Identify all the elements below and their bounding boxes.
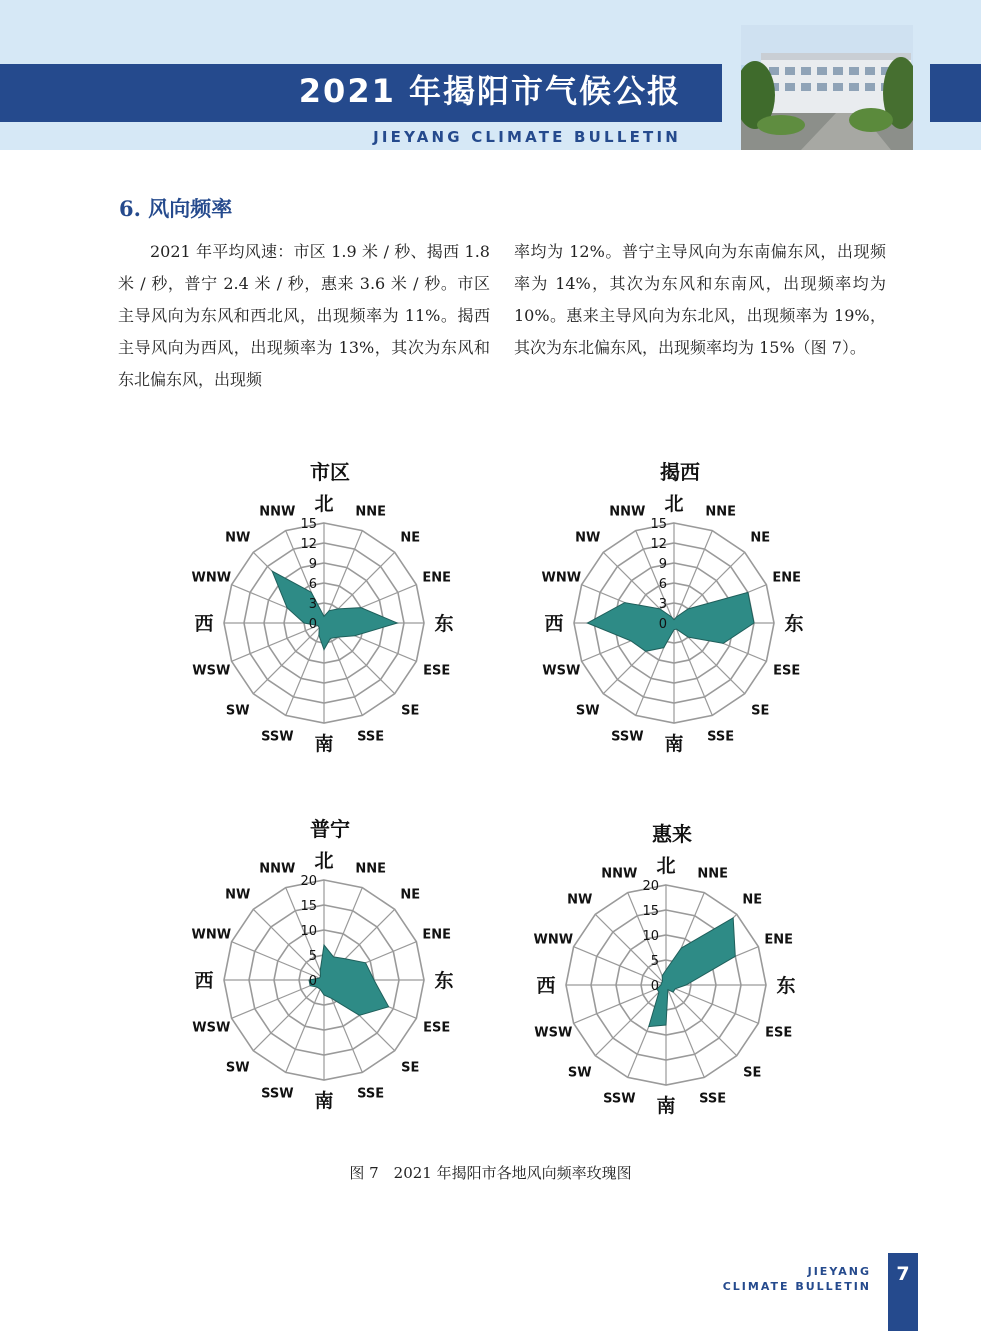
page-number-box — [888, 1253, 918, 1331]
grid-spoke — [253, 980, 324, 1051]
direction-label: 东 — [434, 613, 454, 635]
direction-label: NE — [400, 530, 421, 546]
direction-label: SW — [575, 703, 600, 719]
page-number: 7 — [896, 1263, 910, 1285]
building-photo — [741, 25, 913, 150]
direction-label: WNW — [191, 927, 232, 943]
direction-label: SSW — [611, 729, 644, 745]
direction-label: 南 — [656, 1095, 676, 1117]
direction-label: 北 — [656, 855, 676, 877]
direction-label: NNE — [697, 866, 729, 882]
direction-label: SSW — [261, 1086, 294, 1102]
direction-label: SE — [401, 703, 420, 719]
radial-tick-label: 3 — [658, 597, 667, 612]
direction-label: WNW — [191, 570, 232, 586]
bulletin-title: 2021 年揭阳市气候公报 — [298, 72, 681, 110]
direction-label: SE — [743, 1065, 762, 1081]
radial-tick-label: 10 — [642, 929, 659, 944]
direction-label: NE — [400, 887, 421, 903]
radial-tick-label: 20 — [642, 879, 659, 894]
chart-title: 市区 — [310, 460, 350, 484]
paragraph-left: 2021 年平均风速：市区 1.9 米 / 秒、揭西 1.8 米 / 秒，普宁 2.4 米 / 秒，惠来 3.6 米 / 秒。市区主导风向为东风和西北风，出现频率为 11%。揭西主导风向为西风，出现频率为 13%，其次为东风和东北偏东风，出现频 — [118, 242, 490, 389]
direction-label: WNW — [541, 570, 582, 586]
direction-label: 南 — [314, 1090, 334, 1112]
direction-label: 西 — [544, 613, 564, 635]
direction-label: 东 — [784, 613, 804, 635]
direction-label: SSW — [603, 1091, 636, 1107]
grid-spoke — [595, 914, 666, 985]
direction-label: 北 — [314, 850, 334, 872]
bulletin-subtitle: JIEYANG CLIMATE BULLETIN — [373, 128, 681, 146]
direction-label: ENE — [422, 570, 452, 586]
radial-tick-label: 0 — [308, 617, 317, 632]
wind-rose-shiqu — [190, 455, 470, 755]
direction-label: ENE — [764, 932, 794, 948]
direction-label: ESE — [423, 663, 451, 679]
radial-tick-label: 20 — [300, 874, 317, 889]
direction-label: NNE — [705, 504, 737, 520]
direction-label: NW — [575, 530, 601, 546]
radial-tick-label: 15 — [300, 517, 317, 532]
footer-jieyang: JIEYANG — [807, 1265, 871, 1278]
direction-label: WNW — [533, 932, 574, 948]
direction-label: NNW — [609, 504, 646, 520]
direction-label: 西 — [194, 613, 214, 635]
direction-label: SW — [225, 703, 250, 719]
radial-tick-label: 10 — [300, 924, 317, 939]
direction-label: ENE — [772, 570, 802, 586]
radial-tick-label: 12 — [300, 537, 317, 552]
radial-tick-label: 9 — [308, 557, 317, 572]
direction-label: NE — [742, 892, 763, 908]
direction-label: ESE — [765, 1025, 793, 1041]
direction-label: WSW — [192, 1020, 231, 1036]
radial-tick-label: 6 — [308, 577, 317, 592]
radial-tick-label: 0 — [658, 617, 667, 632]
radial-tick-label: 5 — [308, 949, 317, 964]
direction-label: WSW — [192, 663, 231, 679]
direction-label: WSW — [542, 663, 581, 679]
direction-label: SW — [567, 1065, 592, 1081]
direction-label: NW — [225, 530, 251, 546]
footer-climate-bulletin: CLIMATE BULLETIN — [722, 1280, 871, 1293]
title-bar-accent — [930, 64, 981, 122]
chart-title: 揭西 — [660, 460, 700, 484]
direction-label: 南 — [664, 733, 684, 755]
radial-tick-label: 15 — [300, 899, 317, 914]
direction-label: SSE — [699, 1091, 727, 1107]
direction-label: 西 — [194, 970, 214, 992]
section-heading: 6. 风向频率 — [119, 196, 233, 221]
grid-spoke — [253, 909, 324, 980]
radial-tick-label: 5 — [650, 954, 659, 969]
direction-label: SSE — [707, 729, 735, 745]
chart-title: 普宁 — [310, 817, 350, 841]
direction-label: NNE — [355, 861, 387, 877]
radial-tick-label: 6 — [658, 577, 667, 592]
paragraph-right: 率均为 12%。普宁主导风向为东南偏东风，出现频率为 14%，其次为东风和东南风，出现频率均为 10%。惠来主导风向为东北风，出现频率为 19%，其次为东北偏东风，出现频率均为 15%（图 7）。 — [514, 242, 886, 357]
radial-tick-label: 15 — [650, 517, 667, 532]
direction-label: SE — [401, 1060, 420, 1076]
direction-label: NNE — [355, 504, 387, 520]
direction-label: NNW — [259, 861, 296, 877]
grid-spoke — [666, 985, 737, 1056]
direction-label: 南 — [314, 733, 334, 755]
direction-label: ESE — [423, 1020, 451, 1036]
direction-label: NE — [750, 530, 771, 546]
direction-label: SW — [225, 1060, 250, 1076]
direction-label: 东 — [434, 970, 454, 992]
direction-label: WSW — [534, 1025, 573, 1041]
direction-label: NNW — [259, 504, 296, 520]
direction-label: 北 — [664, 493, 684, 515]
wind-rose-huilai — [532, 817, 812, 1117]
radial-tick-label: 0 — [650, 979, 659, 994]
radial-tick-label: 15 — [642, 904, 659, 919]
direction-label: SSW — [261, 729, 294, 745]
radial-tick-label: 9 — [658, 557, 667, 572]
chart-title: 惠来 — [652, 822, 692, 846]
figure-caption: 图 7 2021 年揭阳市各地风向频率玫瑰图 — [349, 1164, 632, 1182]
direction-label: 北 — [314, 493, 334, 515]
direction-label: SSE — [357, 729, 385, 745]
direction-label: ESE — [773, 663, 801, 679]
direction-label: NW — [225, 887, 251, 903]
radial-tick-label: 12 — [650, 537, 667, 552]
direction-label: SSE — [357, 1086, 385, 1102]
direction-label: 西 — [536, 975, 556, 997]
data-area — [272, 571, 397, 650]
wind-rose-jiexi — [540, 455, 820, 755]
radial-tick-label: 0 — [308, 974, 317, 989]
direction-label: 东 — [776, 975, 796, 997]
direction-label: NNW — [601, 866, 638, 882]
direction-label: SE — [751, 703, 770, 719]
wind-rose-puning — [190, 812, 470, 1112]
grid-spoke — [253, 623, 324, 694]
direction-label: NW — [567, 892, 593, 908]
direction-label: ENE — [422, 927, 452, 943]
radial-tick-label: 3 — [308, 597, 317, 612]
